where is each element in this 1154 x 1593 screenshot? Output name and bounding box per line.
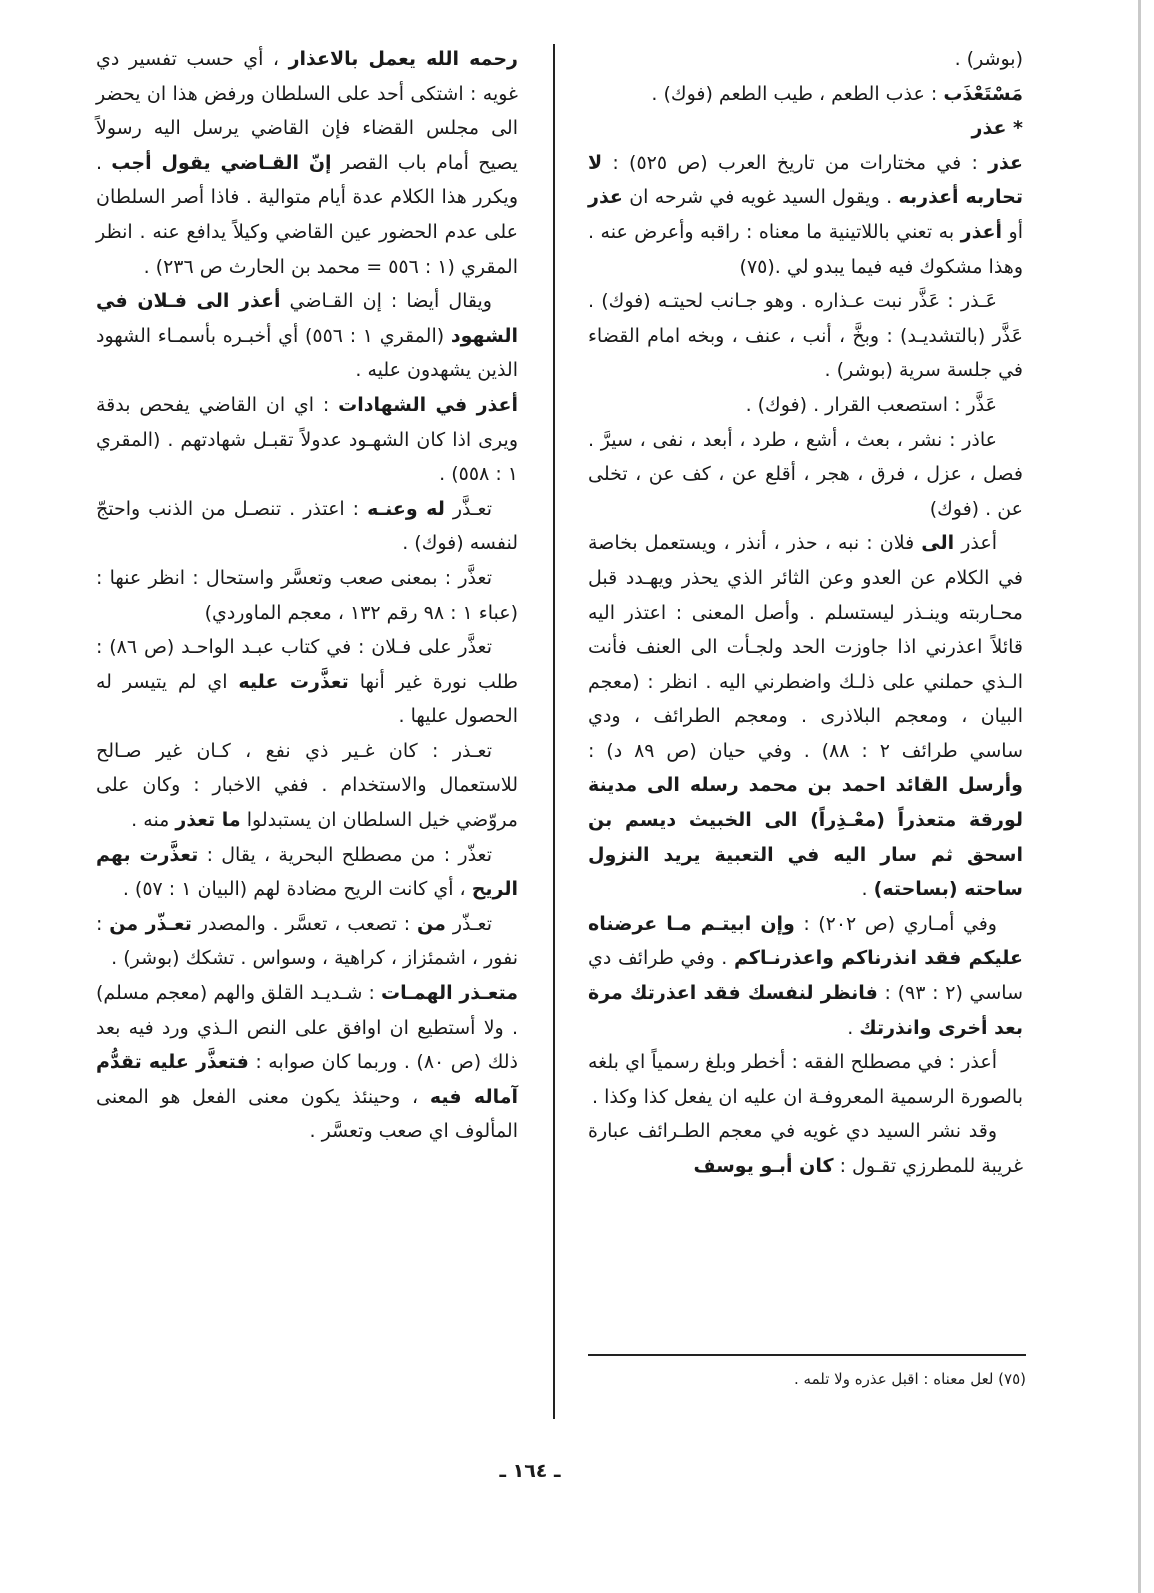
text-run: تعذَّر : بمعنى صعب وتعسَّر واستحال : انظر عنها : (عباء ١ : ٩٨ رقم ١٣٢ ، معجم الماوردي) [96,566,518,624]
headword: متعـذر الهمـات [381,982,518,1005]
text-run: . ويقول السيد غويه في شرحه ان [622,186,899,209]
paragraph [588,423,1023,527]
text-run: أو [1002,220,1023,243]
headword: إنّ القـاضي يقول أجب [111,151,332,174]
text-run: عَـذر : عَذَّر نبت عـذاره . وهو جـانب لحيتـه (فوك) . عَذَّر (بالتشديـد) : وبخَّ ، أنب ، عنف ، وبخه امام القضاء في جلسة سرية (بوشر) . [588,290,1023,382]
text-run: (بوشر) . [954,48,1023,70]
paragraph [588,526,1023,907]
text-run: وقد نشر السيد دي غويه في معجم الطـرائف عبارة غريبة للمطرزي تقـول : [588,1120,1023,1177]
headword: * عذر [971,117,1023,140]
headword: أعذر [960,220,1003,243]
paragraph [588,111,1023,146]
headword: أعذر في الشهادات [338,393,518,416]
text-run: : في مختارات من تاريخ العرب (ص ٥٢٥) : [602,151,989,174]
headword: كان أبـو يوسف [693,1155,834,1177]
text-run: اي لم يتيسر له الحصول عليها . [96,670,518,728]
left-column [96,42,518,1149]
text-run: أعذر : في مصطلح الفقه : أخطر وبلغ رسمياً اي بلغه بالصورة الرسمية المعروفـة ان عليه ان يفعل كذا وكذا . [588,1051,1023,1108]
headword: الى [921,532,955,555]
text-run: به تعني باللاتينية ما معناه : راقبه وأعرض عنه . وهذا مشكوك فيه فيما يبدو لي .(٧٥) [588,220,1023,278]
headword: أعذر الى فـلان في الشهود [96,290,519,347]
page-edge [1138,0,1141,1593]
paragraph [96,388,518,492]
text-run: . [847,1016,860,1039]
paragraph [588,146,1023,284]
text-run: : اعتذر . تنصـل من الذنب واحتجّ لنفسه (فوك) . [96,497,518,555]
text-run: عاذر : نشر ، بعث ، أشع ، طرد ، أبعد ، نفى ، سيرَّ . فصل ، عزل ، فرق ، هجر ، أقلع عن ، كف عن ، تخلى عن . (فوك) [588,428,1023,520]
paragraph [588,42,1023,77]
paragraph [96,561,518,630]
text-run: ، أي كانت الريح مضادة لهم (البيان ١ : ٥٧) . [122,878,472,901]
text-run: : تصعب ، تعسَّر . والمصدر [191,912,418,935]
paragraph [96,284,518,388]
text-run: أعذر [954,532,997,555]
headword: تعذَّرت عليه [238,670,349,693]
text-run: . وفي طرائف دي ساسي (٢ : ٩٣) : [588,947,1024,1005]
text-run: : شـديـد القلق والهم (معجم مسلم) . ولا أستطيع ان اوافق على النص الـذي ورد فيه بعد ذلك (ص ٨٠) . وربما كان صوابه : [96,982,518,1074]
text-run: . ويكرر هذا الكلام عدة أيام متوالية . فاذا أصر السلطان على عدم الحضور عين القاضي وكيلاً يدافع عنه . انظر المقري (١ : ٥٥٦ = محمد بن الحارث ص ٢٣٦) . [96,151,518,278]
paragraph [588,1045,1023,1114]
headword: وإن ابيتـم مـا عرضناه عليكم فقد انذرناكم واعذرنـاكم [588,912,1024,970]
headword: عذر [988,151,1023,174]
headword: لا تحاربه أعذربه [588,151,1023,209]
headword: عذر [588,186,623,209]
headword: فتعذَّر عليه تقدُّم آماله فيه [96,1051,518,1108]
headword: ما تعذر [175,809,241,832]
headword: رحمه الله يعمل بالاعذار [288,48,518,70]
text-run: : نفور ، اشمئزاز ، كراهية ، وسواس . تشكك (بوشر) . [96,912,518,970]
text-run: عَذَّر : استصعب القرار . (فوك) . [745,393,997,416]
paragraph [96,838,518,907]
text-run: : عذب الطعم ، طيب الطعم (فوك) . [651,82,944,105]
paragraph [96,630,518,734]
paragraph [588,907,1023,1045]
paragraph [588,388,1023,423]
text-run: (المقري ١ : ٥٥٦) أي أخبـره بأسمـاء الشهود الذين يشهدون عليه . [96,324,518,382]
headword: تعذَّرت بهم الريح [96,843,518,901]
page-number: ـ ١٦٤ ـ [499,1460,561,1482]
headword: فانظر لنفسك فقد اعذرتك مرة بعد أخرى وانذرتك [588,982,1023,1039]
text-run: تعـذّر [445,912,492,935]
text-run: تعذَّر على فـلان : في كتاب عبـد الواحـد (ص ٨٦) : طلب نورة غير أنها [96,636,519,693]
text-run: : اي ان القاضي يفحص بدقة ويرى اذا كان الشهـود عدولاً تقبـل شهادتهم . (المقري ١ : ٥٥٨) . [96,393,518,486]
footnote: (٧٥) لعل معناه : اقبل عذره ولا تلمه . [794,1370,1026,1388]
right-column [588,42,1023,1184]
headword: له وعنـه [367,497,445,520]
text-run: تعذّر : من مصطلح البحرية ، يقال : [198,843,492,866]
paragraph [96,734,518,838]
text-run: تعـذر : كان غـير ذي نفع ، كـان غير صـالح للاستعمال والاستخدام . ففي الاخبار : وكان على مروّضي خيل السلطان ان يستبدلوا [96,739,518,832]
headword: وأرسل القائد احمد بن محمد رسله الى مدينة لورقة متعذراً (معْـذِراً) الى الخبيث ديسم بن اسحق ثم سار اليه في التعبية يريد النزول ساحته (بساحته) [588,774,1023,901]
footnote-rule [588,1354,1026,1356]
text-run: منه . [131,809,176,832]
paragraph [588,1114,1023,1183]
paragraph [96,42,518,284]
headword: تعـذّر من [109,912,192,935]
text-run: . [861,878,874,901]
paragraph [96,492,518,561]
paragraph [588,284,1023,388]
paragraph [588,77,1023,112]
text-run: وفي أمـاري (ص ٢٠٢) : [794,912,997,935]
text-run: تعـذَّر [444,497,492,520]
text-run: ، وحينئذ يكون معنى الفعل هو المعنى المألوف اي صعب وتعسَّر . [96,1085,518,1143]
text-run: ، أي حسب تفسير دي غويه : اشتكى أحد على السلطان ورفض هذا ان يحضر الى مجلس القضاء فإن القاضي يرسل اليه رسولاً يصيح أمام باب القصر [96,48,518,174]
text-run: ويقال أيضا : إن القـاضي [280,290,492,313]
column-divider [553,44,555,1419]
paragraph [96,907,518,976]
headword: مَسْتَعْذَب [943,82,1023,105]
headword: من [417,912,446,935]
text-run: فلان : نبه ، حذر ، أنذر ، ويستعمل بخاصة في الكلام عن العدو وعن الثائر الذي يحذر ويهـدد قبل محـاربته وينـذر ليستسلم . وأصل المعنى : اعتذر اليه قائلاً اعذرني اذا جاوزت الحد ولجـأت الى العنف فأنت الـذي حملني على ذلـك واضطرني اليه . انظر : (معجم البيان ، ومعجم البلاذرى . ومعجم الطرائف ، ودي ساسي طرائف ٢ : ٨٨) . وفي حيان (ص ٨٩ د) : [588,532,1024,762]
paragraph [96,976,518,1149]
